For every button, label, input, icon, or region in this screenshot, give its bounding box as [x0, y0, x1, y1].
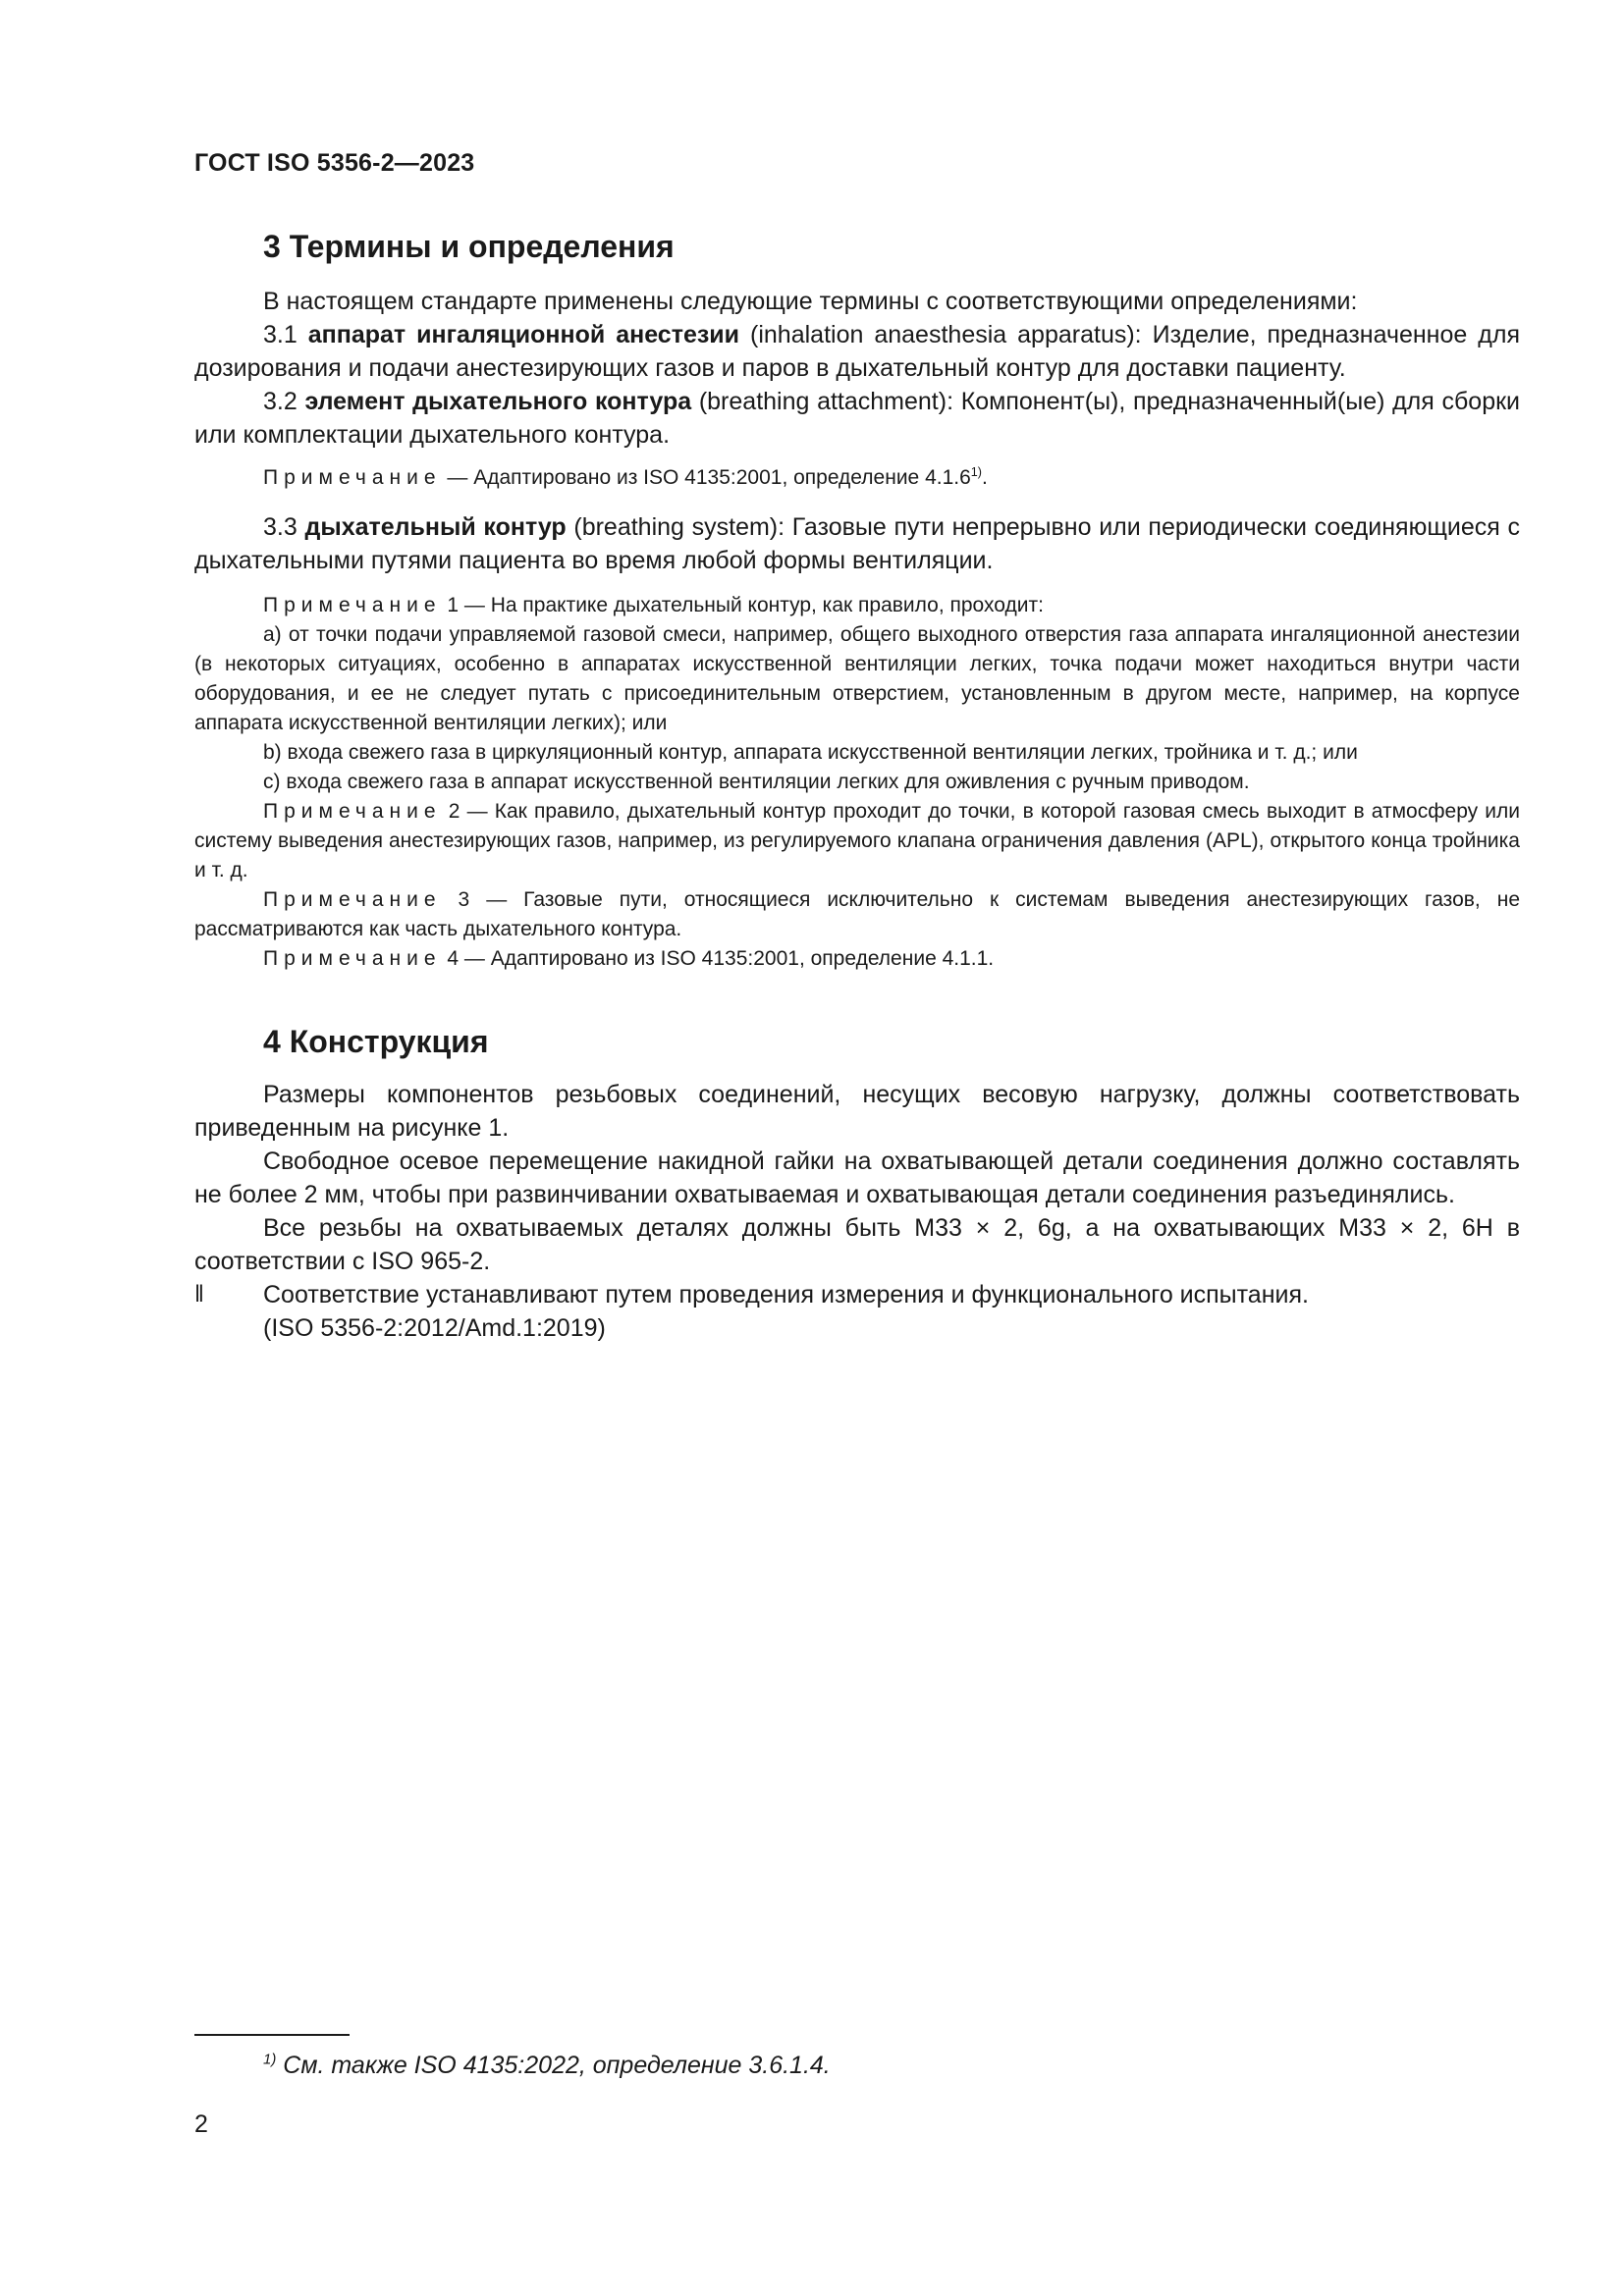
section-4-paragraph-2: Свободное осевое перемещение накидной гайки на охватывающей детали соединения должно составлять не более 2 мм, чтобы при развинчивании охватываемая и охватывающая детали соединения разъединялись.	[194, 1148, 1520, 1208]
change-bar-mark: ‖	[194, 1281, 204, 1308]
footnote-text: См. также ISO 4135:2022, определение 3.6.1.4.	[283, 2052, 831, 2079]
note-1-item-b: b) входа свежего газа в циркуляционный контур, аппарата искусственной вентиляции легких, тройника и т. д.; или	[263, 741, 1358, 764]
section-4-heading: 4 Конструкция	[263, 1024, 489, 1059]
compliance-text: Соответствие устанавливают путем проведения измерения и функционального испытания.	[263, 1281, 1309, 1308]
term-definition: (breathing attachment): Компонент(ы), предназначенный(ые) для сборки или комплектации дыхательного контура.	[194, 388, 1520, 449]
term-3-2-note	[194, 463, 1520, 493]
term-3-1	[194, 318, 1520, 385]
note-label: Примечание	[263, 594, 442, 616]
section-3-heading: 3 Термины и определения	[263, 229, 675, 264]
note-label: Примечание	[263, 947, 442, 970]
section-3-intro: В настоящем стандарте применены следующие термины с соответствующими определениями:	[263, 288, 1358, 315]
note-label: Примечание	[263, 466, 442, 489]
note-text: 2 — Как правило, дыхательный контур проходит до точки, в которой газовая смесь выходит в атмосферу или систему выведения анестезирующих газов, например, из регулируемого клапана ограничения давления (APL), открытого конца тройника и т. д.	[194, 800, 1521, 881]
term-title: дыхательный контур	[304, 513, 567, 541]
footnote	[263, 2052, 831, 2080]
note-text: — Адаптировано из ISO 4135:2001, определение 4.1.6	[447, 466, 971, 489]
compliance-statement	[194, 1278, 1520, 1311]
section-4-paragraph-1: Размеры компонентов резьбовых соединений, несущих весовую нагрузку, должны соответствовать приведенным на рисунке 1.	[194, 1081, 1520, 1142]
note-text: 1 — На практике дыхательный контур, как правило, проходит:	[447, 594, 1044, 616]
note-3	[194, 885, 1520, 944]
page-content	[194, 218, 1520, 1345]
footnote-divider	[194, 2034, 350, 2036]
amendment-reference: (ISO 5356-2:2012/Amd.1:2019)	[263, 1314, 606, 1342]
note-1-item-c: c) входа свежего газа в аппарат искусственной вентиляции легких для оживления с ручным приводом.	[263, 771, 1250, 793]
term-number: 3.3	[263, 513, 298, 541]
term-title: элемент дыхательного контура	[304, 388, 692, 415]
term-definition: (inhalation anaesthesia apparatus): Изделие, предназначенное для дозирования и подачи анестезирующих газов и паров в дыхательный контур для доставки пациенту.	[194, 321, 1520, 382]
note-1	[194, 591, 1520, 620]
note-label: Примечание	[263, 800, 442, 823]
footnote-ref: 1)	[970, 465, 982, 479]
note-1-item-a: a) от точки подачи управляемой газовой смеси, например, общего выходного отверстия газа аппарата ингаляционной анестезии (в некоторых ситуациях, особенно в аппаратах искусственной вентиляции легких, точка подачи может находиться внутри части оборудования, и ее не следует путать с присоединительным отверстием, установленным в другом месте, например, на корпусе аппарата искусственной вентиляции легких); или	[194, 623, 1520, 734]
term-3-3	[194, 510, 1520, 577]
term-number: 3.2	[263, 388, 298, 415]
note-2	[194, 797, 1520, 885]
footnote-marker: 1)	[263, 2051, 277, 2068]
note-4	[194, 944, 1520, 974]
running-header: ГОСТ ISO 5356-2—2023	[194, 149, 475, 177]
note-text: 3 — Газовые пути, относящиеся исключительно к системам выведения анестезирующих газов, не рассматриваются как часть дыхательного контура.	[194, 888, 1520, 940]
term-number: 3.1	[263, 321, 298, 348]
term-3-2	[194, 385, 1520, 452]
section-4-paragraph-3: Все резьбы на охватываемых деталях должны быть M33 × 2, 6g, а на охватывающих M33 × 2, 6H в соответствии с ISO 965-2.	[194, 1214, 1520, 1275]
term-title: аппарат ингаляционной анестезии	[307, 321, 740, 348]
note-text: 4 — Адаптировано из ISO 4135:2001, определение 4.1.1.	[447, 947, 995, 970]
note-period: .	[981, 466, 988, 489]
note-label: Примечание	[263, 888, 442, 911]
term-definition: (breathing system): Газовые пути непрерывно или периодически соединяющиеся с дыхательными путями пациента во время любой формы вентиляции.	[194, 513, 1520, 574]
page-number: 2	[194, 2110, 208, 2138]
